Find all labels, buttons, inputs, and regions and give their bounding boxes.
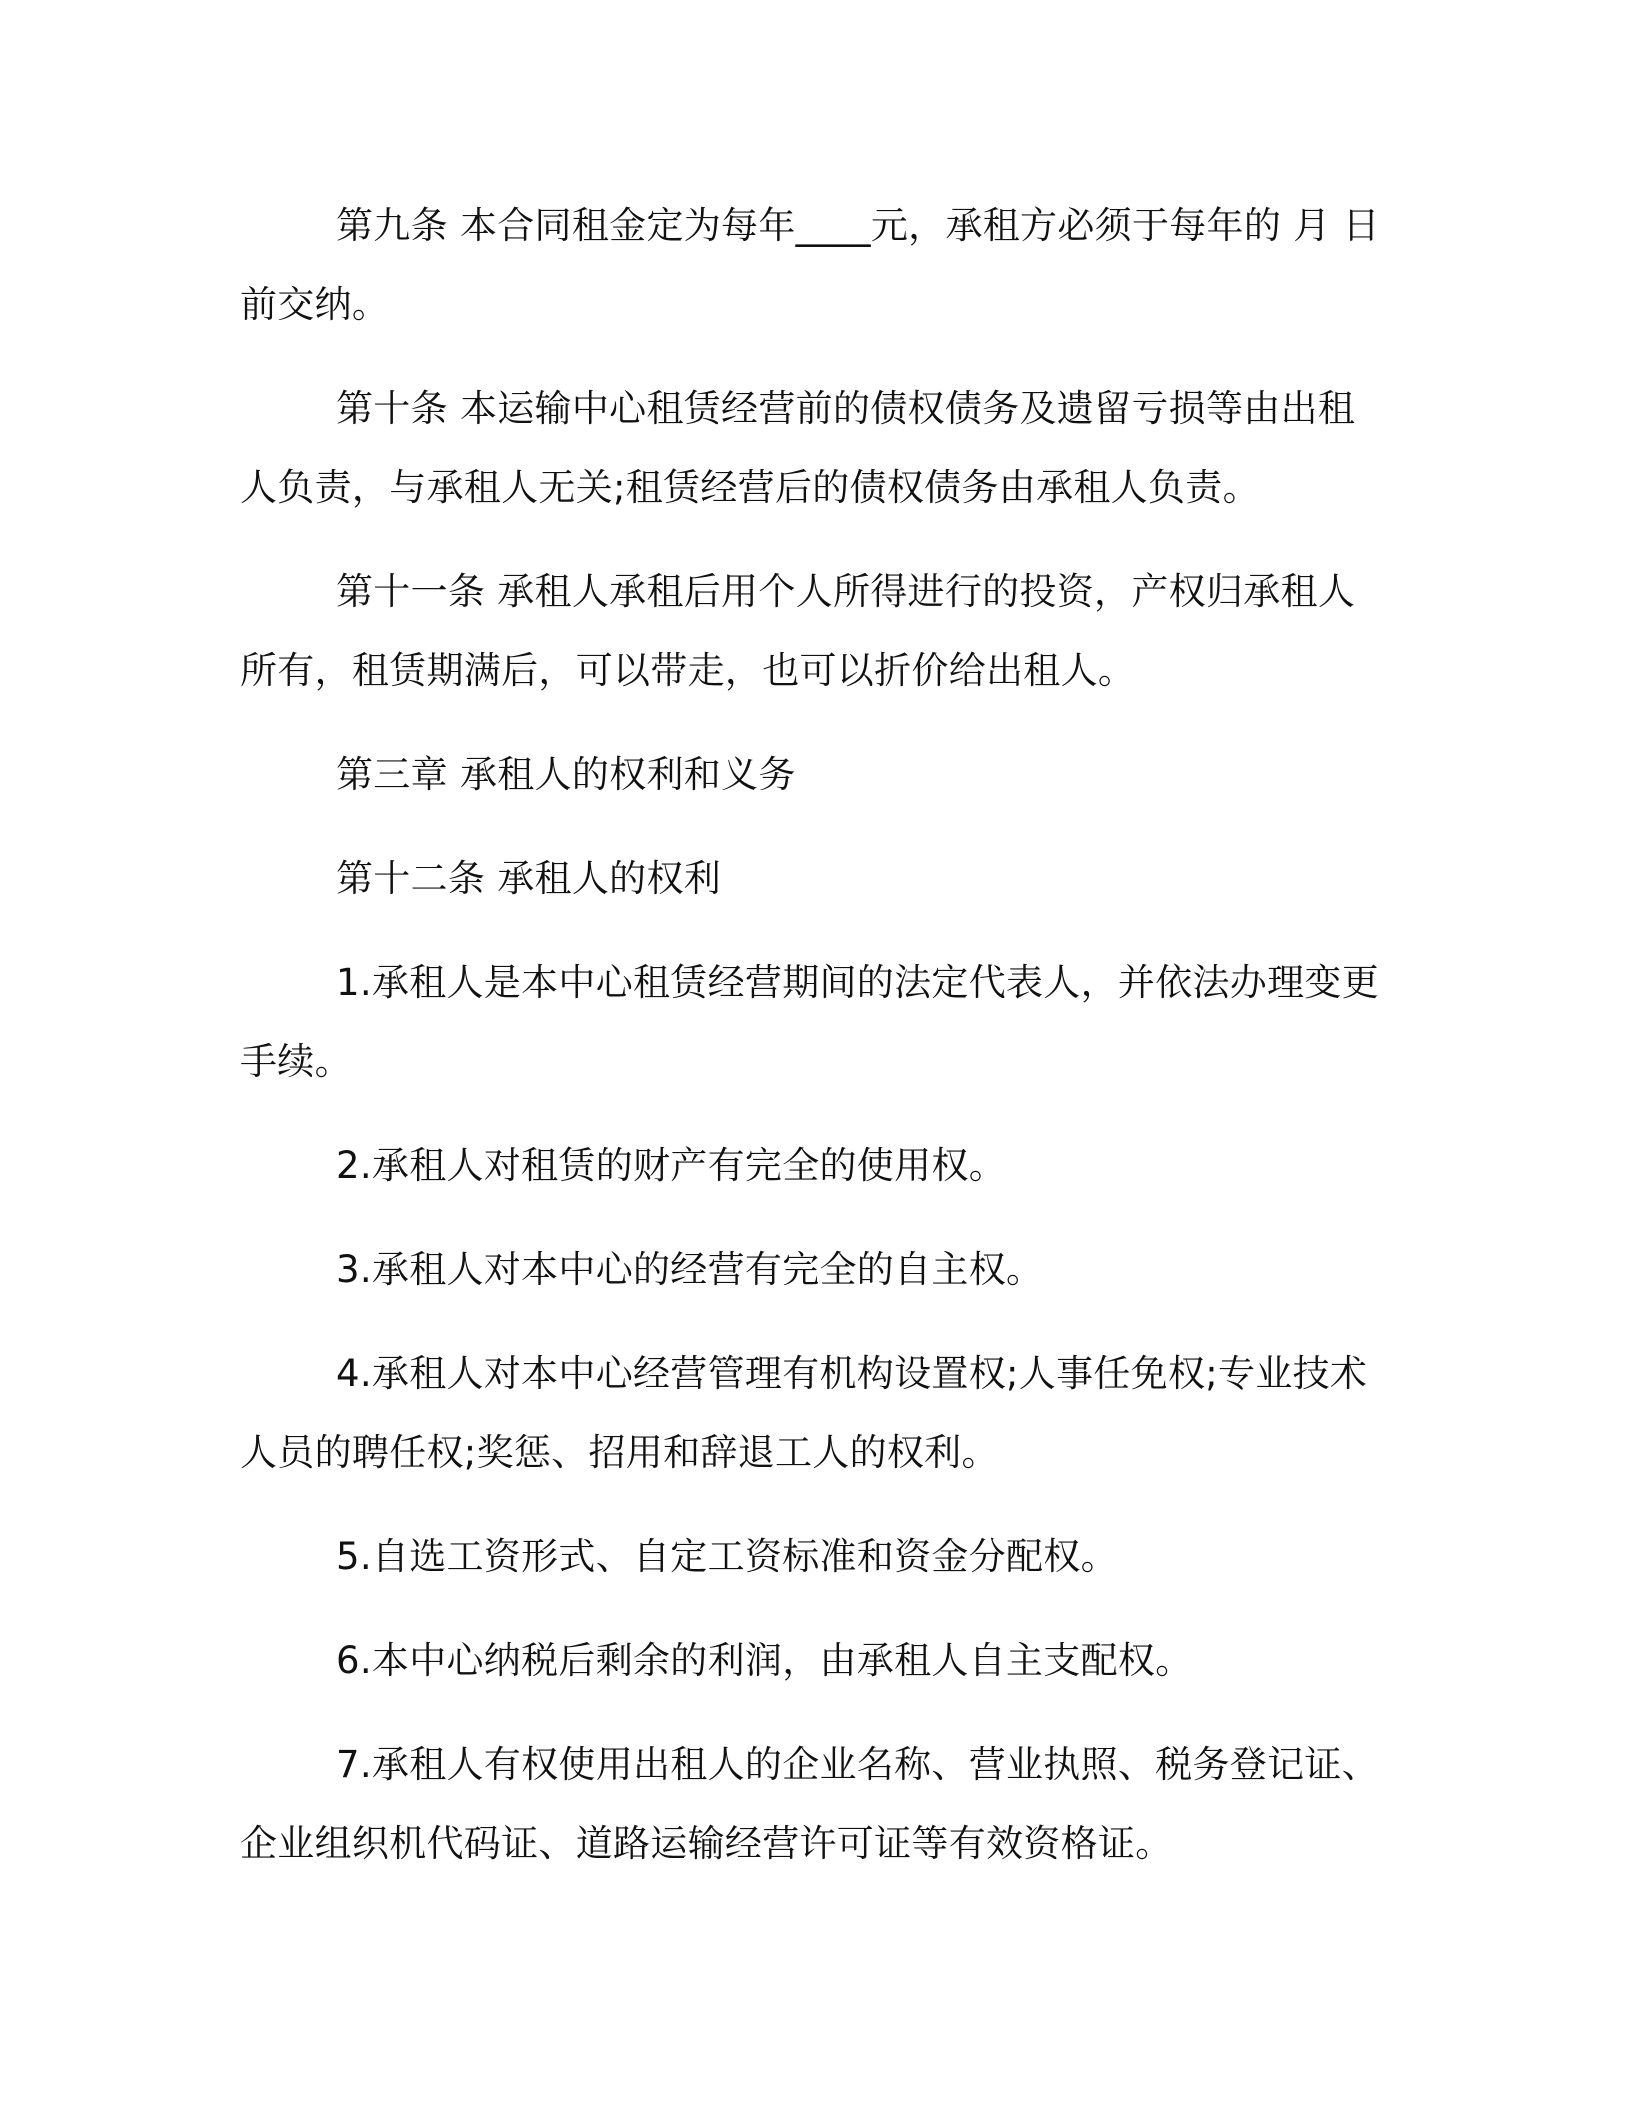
right-item-6: 6.本中心纳税后剩余的利润，由承租人自主支配权。 bbox=[336, 1639, 1193, 1682]
article-10-paragraph: 第十条 本运输中心租赁经营前的债权债务及遗留亏损等由出租人负责，与承租人无关;租赁经营后的债权债务由承租人负责。 bbox=[240, 387, 1356, 509]
right-item-5: 5.自选工资形式、自定工资标准和资金分配权。 bbox=[336, 1535, 1118, 1578]
document-body bbox=[240, 186, 1390, 1908]
right-item-3: 3.承租人对本中心的经营有完全的自主权。 bbox=[336, 1248, 1044, 1291]
right-item-4: 4.承租人对本中心经营管理有机构设置权;人事任免权;专业技术人员的聘任权;奖惩、招用和辞退工人的权利。 bbox=[240, 1352, 1368, 1474]
right-item-2: 2.承租人对租赁的财产有完全的使用权。 bbox=[336, 1144, 1007, 1187]
article-12-heading: 第十二条 承租人的权利 bbox=[336, 857, 722, 900]
chapter-3-heading: 第三章 承租人的权利和义务 bbox=[336, 753, 796, 796]
article-11-paragraph: 第十一条 承租人承租后用个人所得进行的投资，产权归承租人所有，租赁期满后，可以带走，也可以折价给出租人。 bbox=[240, 570, 1356, 692]
article-9-paragraph: 第九条 本合同租金定为每年____元，承租方必须于每年的 月 日前交纳。 bbox=[240, 204, 1380, 326]
right-item-1: 1.承租人是本中心租赁经营期间的法定代表人，并依法办理变更手续。 bbox=[240, 961, 1379, 1083]
right-item-7: 7.承租人有权使用出租人的企业名称、营业执照、税务登记证、企业组织机代码证、道路运输经营许可证等有效资格证。 bbox=[240, 1743, 1379, 1865]
